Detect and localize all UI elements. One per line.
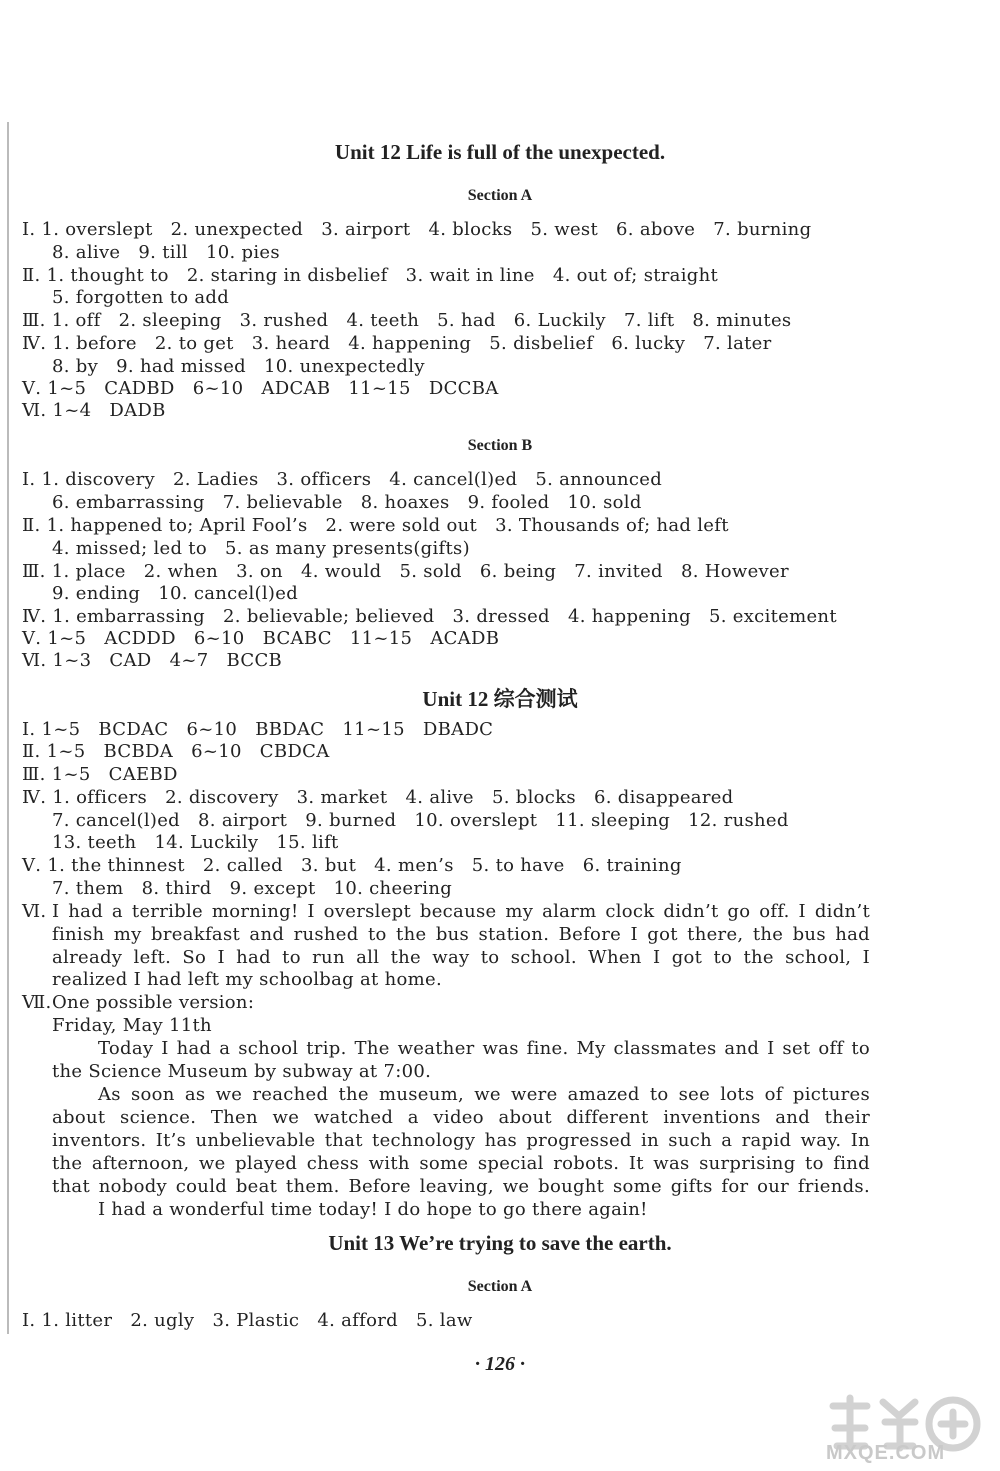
answer-line: Ⅲ. 1. place 2. when 3. on 4. would 5. sold 6. being 7. invited 8. However [22, 561, 789, 582]
answer-line: 8. alive 9. till 10. pies [52, 242, 280, 263]
section-vi-label: Ⅵ. [22, 901, 47, 922]
paragraph-line: finish my breakfast and rushed to the bus station. Before I got there, the bus had [52, 924, 870, 945]
section-vii-label: Ⅶ. [22, 992, 52, 1013]
composition-date: Friday, May 11th [52, 1015, 212, 1036]
composition-intro: One possible version: [52, 992, 255, 1013]
watermark-text: MXQE.COM [826, 1442, 946, 1464]
unit-13-title: Unit 13 We’re trying to save the earth. [328, 1231, 672, 1255]
answer-line: Ⅴ. 1~5 CADBD 6~10 ADCAB 11~15 DCCBA [22, 378, 499, 399]
answer-line: 6. embarrassing 7. believable 8. hoaxes 9. fooled 10. sold [52, 492, 642, 513]
answer-line: Ⅵ. 1~4 DADB [22, 400, 166, 421]
answer-line: Ⅲ. 1~5 CAEBD [22, 764, 178, 785]
answer-line: Ⅵ. 1~3 CAD 4~7 BCCB [22, 650, 283, 671]
answer-line: Ⅴ. 1. the thinnest 2. called 3. but 4. men’s 5. to have 6. training [22, 855, 682, 876]
answer-line: Ⅴ. 1~5 ACDDD 6~10 BCABC 11~15 ACADB [22, 628, 500, 649]
composition-line: the Science Museum by subway at 7:00. [52, 1061, 432, 1082]
unit-12-test-title: Unit 12 综合测试 [422, 687, 578, 711]
composition-line: As soon as we reached the museum, we were amazed to see lots of pictures [98, 1084, 870, 1105]
answer-line: 13. teeth 14. Luckily 15. lift [52, 832, 339, 853]
composition-line: the afternoon, we played chess with some special robots. It was surprising to find [52, 1153, 870, 1174]
section-b-heading: Section B [467, 437, 533, 454]
unit-12-title: Unit 12 Life is full of the unexpected. [334, 140, 666, 164]
composition-line: Today I had a school trip. The weather was fine. My classmates and I set off to [98, 1038, 870, 1059]
answer-line: Ⅱ. 1~5 BCBDA 6~10 CBDCA [22, 741, 330, 762]
answer-line: Ⅱ. 1. thought to 2. staring in disbelief 3. wait in line 4. out of; straight [22, 265, 719, 286]
composition-line: that nobody could beat them. Before leaving, we bought some gifts for our friends. [52, 1176, 870, 1197]
answer-line: Ⅱ. 1. happened to; April Fool’s 2. were sold out 3. Thousands of; had left [22, 515, 729, 536]
section-a-heading: Section A [467, 187, 533, 204]
answer-line: 4. missed; led to 5. as many presents(gifts) [52, 538, 470, 559]
composition-line: about science. Then we watched a video about different inventions and their [52, 1107, 870, 1128]
answer-line: Ⅲ. 1. off 2. sleeping 3. rushed 4. teeth 5. had 6. Luckily 7. lift 8. minutes [22, 310, 792, 331]
answer-line: Ⅰ. 1. overslept 2. unexpected 3. airport 4. blocks 5. west 6. above 7. burning [22, 219, 812, 240]
composition-line: I had a wonderful time today! I do hope to go there again! [98, 1199, 648, 1220]
answer-line: Ⅰ. 1. discovery 2. Ladies 3. officers 4. cancel(l)ed 5. announced [22, 469, 663, 490]
answer-line: Ⅳ. 1. embarrassing 2. believable; believed 3. dressed 4. happening 5. excitement [22, 606, 837, 627]
paragraph-line: realized I had left my schoolbag at home. [52, 969, 442, 990]
answer-line: 8. by 9. had missed 10. unexpectedly [52, 356, 425, 377]
answer-line: Ⅳ. 1. before 2. to get 3. heard 4. happening 5. disbelief 6. lucky 7. later [22, 333, 772, 354]
composition-line: inventors. It’s unbelievable that technology has progressed in such a rapid way. In [52, 1130, 870, 1151]
answer-line: 7. cancel(l)ed 8. airport 9. burned 10. overslept 11. sleeping 12. rushed [52, 810, 789, 831]
answer-line: 9. ending 10. cancel(l)ed [52, 583, 299, 604]
margin-rule [7, 122, 9, 1334]
answer-line: Ⅰ. 1~5 BCDAC 6~10 BBDAC 11~15 DBADC [22, 719, 494, 740]
paragraph-line: I had a terrible morning! I overslept because my alarm clock didn’t go off. I didn’t [52, 901, 870, 922]
answer-line: 5. forgotten to add [52, 287, 230, 308]
answer-line: Ⅰ. 1. litter 2. ugly 3. Plastic 4. afford 5. law [22, 1310, 473, 1331]
unit-13-section-a-heading: Section A [467, 1278, 533, 1295]
paragraph-line: already left. So I had to run all the way to school. When I got to the school, I [52, 947, 870, 968]
answer-line: 7. them 8. third 9. except 10. cheering [52, 878, 453, 899]
page-number: · 126 · [475, 1353, 525, 1375]
answer-line: Ⅳ. 1. officers 2. discovery 3. market 4. alive 5. blocks 6. disappeared [22, 787, 734, 808]
